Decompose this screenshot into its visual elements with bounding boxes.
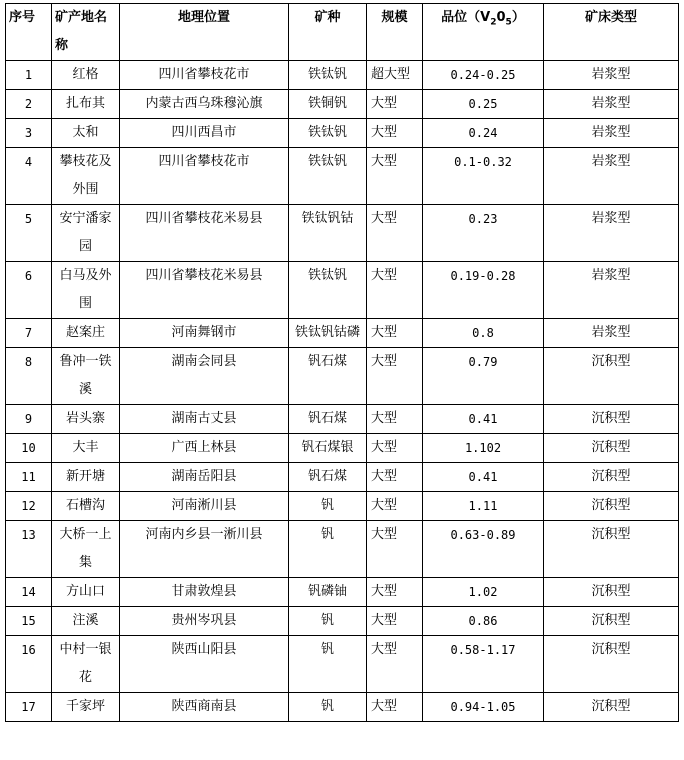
cell-grade: 1.02	[423, 578, 544, 607]
cell-grade: 0.19-0.28	[423, 262, 544, 319]
cell-mineral: 钒磷铀	[289, 578, 367, 607]
cell-grade: 0.86	[423, 607, 544, 636]
cell-grade: 0.1-0.32	[423, 148, 544, 205]
cell-type: 沉积型	[544, 463, 679, 492]
cell-scale: 大型	[367, 492, 423, 521]
vanadium-deposit-table	[5, 3, 679, 722]
cell-type: 沉积型	[544, 348, 679, 405]
cell-no: 1	[6, 61, 52, 90]
cell-grade: 0.41	[423, 405, 544, 434]
header-site: 矿产地名称	[52, 4, 120, 61]
table-body	[6, 61, 679, 722]
cell-site: 鲁冲一铁溪	[52, 348, 120, 405]
cell-location: 湖南岳阳县	[120, 463, 289, 492]
cell-scale: 大型	[367, 693, 423, 722]
cell-location: 贵州岑巩县	[120, 607, 289, 636]
cell-no: 2	[6, 90, 52, 119]
cell-scale: 大型	[367, 348, 423, 405]
cell-type: 沉积型	[544, 492, 679, 521]
cell-mineral: 钒石煤	[289, 348, 367, 405]
cell-scale: 大型	[367, 148, 423, 205]
cell-site: 千家坪	[52, 693, 120, 722]
cell-mineral: 钒	[289, 636, 367, 693]
header-grade-sub1: 2	[490, 17, 497, 28]
cell-mineral: 钒石煤	[289, 463, 367, 492]
header-row	[6, 4, 679, 61]
cell-type: 沉积型	[544, 607, 679, 636]
cell-type: 沉积型	[544, 521, 679, 578]
cell-location: 四川省攀枝花市	[120, 148, 289, 205]
cell-grade: 0.58-1.17	[423, 636, 544, 693]
cell-type: 岩浆型	[544, 148, 679, 205]
cell-grade: 0.41	[423, 463, 544, 492]
cell-site: 攀枝花及外围	[52, 148, 120, 205]
cell-site: 红格	[52, 61, 120, 90]
cell-grade: 1.102	[423, 434, 544, 463]
cell-location: 河南内乡县一淅川县	[120, 521, 289, 578]
cell-grade: 1.11	[423, 492, 544, 521]
cell-site: 扎布其	[52, 90, 120, 119]
cell-grade: 0.25	[423, 90, 544, 119]
cell-location: 四川省攀枝花米易县	[120, 262, 289, 319]
header-no: 序号	[6, 4, 52, 61]
cell-type: 沉积型	[544, 636, 679, 693]
cell-scale: 超大型	[367, 61, 423, 90]
cell-no: 5	[6, 205, 52, 262]
header-location: 地理位置	[120, 4, 289, 61]
cell-site: 新开塘	[52, 463, 120, 492]
cell-scale: 大型	[367, 205, 423, 262]
cell-mineral: 铁钛钒	[289, 148, 367, 205]
cell-mineral: 钒	[289, 492, 367, 521]
cell-location: 甘肃敦煌县	[120, 578, 289, 607]
header-grade-prefix: 品位（V	[441, 10, 491, 25]
cell-scale: 大型	[367, 434, 423, 463]
cell-scale: 大型	[367, 578, 423, 607]
cell-location: 陕西山阳县	[120, 636, 289, 693]
cell-mineral: 钒	[289, 693, 367, 722]
cell-site: 白马及外围	[52, 262, 120, 319]
cell-scale: 大型	[367, 119, 423, 148]
cell-no: 8	[6, 348, 52, 405]
header-grade-suffix: ）	[511, 10, 525, 25]
cell-type: 岩浆型	[544, 205, 679, 262]
cell-mineral: 钒	[289, 607, 367, 636]
cell-no: 4	[6, 148, 52, 205]
cell-mineral: 铁钛钒	[289, 262, 367, 319]
cell-type: 沉积型	[544, 693, 679, 722]
cell-mineral: 钒石煤	[289, 405, 367, 434]
table-row	[6, 262, 679, 319]
cell-type: 岩浆型	[544, 61, 679, 90]
header-grade-mid: 0	[496, 10, 506, 25]
cell-location: 湖南古丈县	[120, 405, 289, 434]
table-row	[6, 405, 679, 434]
cell-grade: 0.63-0.89	[423, 521, 544, 578]
cell-site: 大丰	[52, 434, 120, 463]
cell-scale: 大型	[367, 607, 423, 636]
cell-scale: 大型	[367, 319, 423, 348]
cell-site: 大桥一上集	[52, 521, 120, 578]
cell-location: 河南淅川县	[120, 492, 289, 521]
cell-scale: 大型	[367, 405, 423, 434]
cell-mineral: 铁钛钒	[289, 119, 367, 148]
cell-no: 9	[6, 405, 52, 434]
cell-location: 内蒙古西乌珠穆沁旗	[120, 90, 289, 119]
cell-no: 3	[6, 119, 52, 148]
cell-site: 石槽沟	[52, 492, 120, 521]
table-row	[6, 607, 679, 636]
cell-mineral: 钒石煤银	[289, 434, 367, 463]
cell-no: 13	[6, 521, 52, 578]
cell-site: 注溪	[52, 607, 120, 636]
cell-location: 湖南会同县	[120, 348, 289, 405]
cell-type: 沉积型	[544, 405, 679, 434]
table-row	[6, 636, 679, 693]
header-mineral: 矿种	[289, 4, 367, 61]
cell-site: 太和	[52, 119, 120, 148]
cell-location: 四川西昌市	[120, 119, 289, 148]
cell-grade: 0.94-1.05	[423, 693, 544, 722]
cell-no: 16	[6, 636, 52, 693]
cell-mineral: 铁钛钒钴磷	[289, 319, 367, 348]
cell-site: 方山口	[52, 578, 120, 607]
cell-mineral: 铁铜钒	[289, 90, 367, 119]
cell-site: 安宁潘家园	[52, 205, 120, 262]
table-row	[6, 90, 679, 119]
cell-location: 河南舞钢市	[120, 319, 289, 348]
cell-grade: 0.24-0.25	[423, 61, 544, 90]
cell-mineral: 钒	[289, 521, 367, 578]
cell-site: 赵案庄	[52, 319, 120, 348]
cell-no: 17	[6, 693, 52, 722]
table-row	[6, 205, 679, 262]
cell-location: 陕西商南县	[120, 693, 289, 722]
header-grade	[423, 4, 544, 61]
cell-type: 岩浆型	[544, 119, 679, 148]
table-row	[6, 693, 679, 722]
cell-no: 12	[6, 492, 52, 521]
header-grade-sub2: 5	[505, 17, 512, 28]
cell-mineral: 铁钛钒钴	[289, 205, 367, 262]
table-row	[6, 463, 679, 492]
cell-type: 岩浆型	[544, 90, 679, 119]
header-scale: 规模	[367, 4, 423, 61]
cell-location: 四川省攀枝花市	[120, 61, 289, 90]
cell-scale: 大型	[367, 636, 423, 693]
cell-type: 沉积型	[544, 578, 679, 607]
table-row	[6, 119, 679, 148]
cell-no: 14	[6, 578, 52, 607]
cell-scale: 大型	[367, 262, 423, 319]
cell-no: 6	[6, 262, 52, 319]
cell-no: 10	[6, 434, 52, 463]
cell-site: 中村一银花	[52, 636, 120, 693]
cell-site: 岩头寨	[52, 405, 120, 434]
cell-no: 15	[6, 607, 52, 636]
cell-scale: 大型	[367, 463, 423, 492]
table-row	[6, 319, 679, 348]
table-row	[6, 578, 679, 607]
cell-grade: 0.79	[423, 348, 544, 405]
cell-grade: 0.8	[423, 319, 544, 348]
table-row	[6, 492, 679, 521]
table-row	[6, 148, 679, 205]
cell-grade: 0.24	[423, 119, 544, 148]
table-row	[6, 521, 679, 578]
cell-no: 11	[6, 463, 52, 492]
table-row	[6, 348, 679, 405]
cell-scale: 大型	[367, 521, 423, 578]
cell-type: 岩浆型	[544, 319, 679, 348]
cell-grade: 0.23	[423, 205, 544, 262]
cell-location: 四川省攀枝花米易县	[120, 205, 289, 262]
header-type: 矿床类型	[544, 4, 679, 61]
cell-location: 广西上林县	[120, 434, 289, 463]
cell-mineral: 铁钛钒	[289, 61, 367, 90]
cell-type: 沉积型	[544, 434, 679, 463]
cell-no: 7	[6, 319, 52, 348]
table-row	[6, 61, 679, 90]
table-row	[6, 434, 679, 463]
cell-scale: 大型	[367, 90, 423, 119]
cell-type: 岩浆型	[544, 262, 679, 319]
